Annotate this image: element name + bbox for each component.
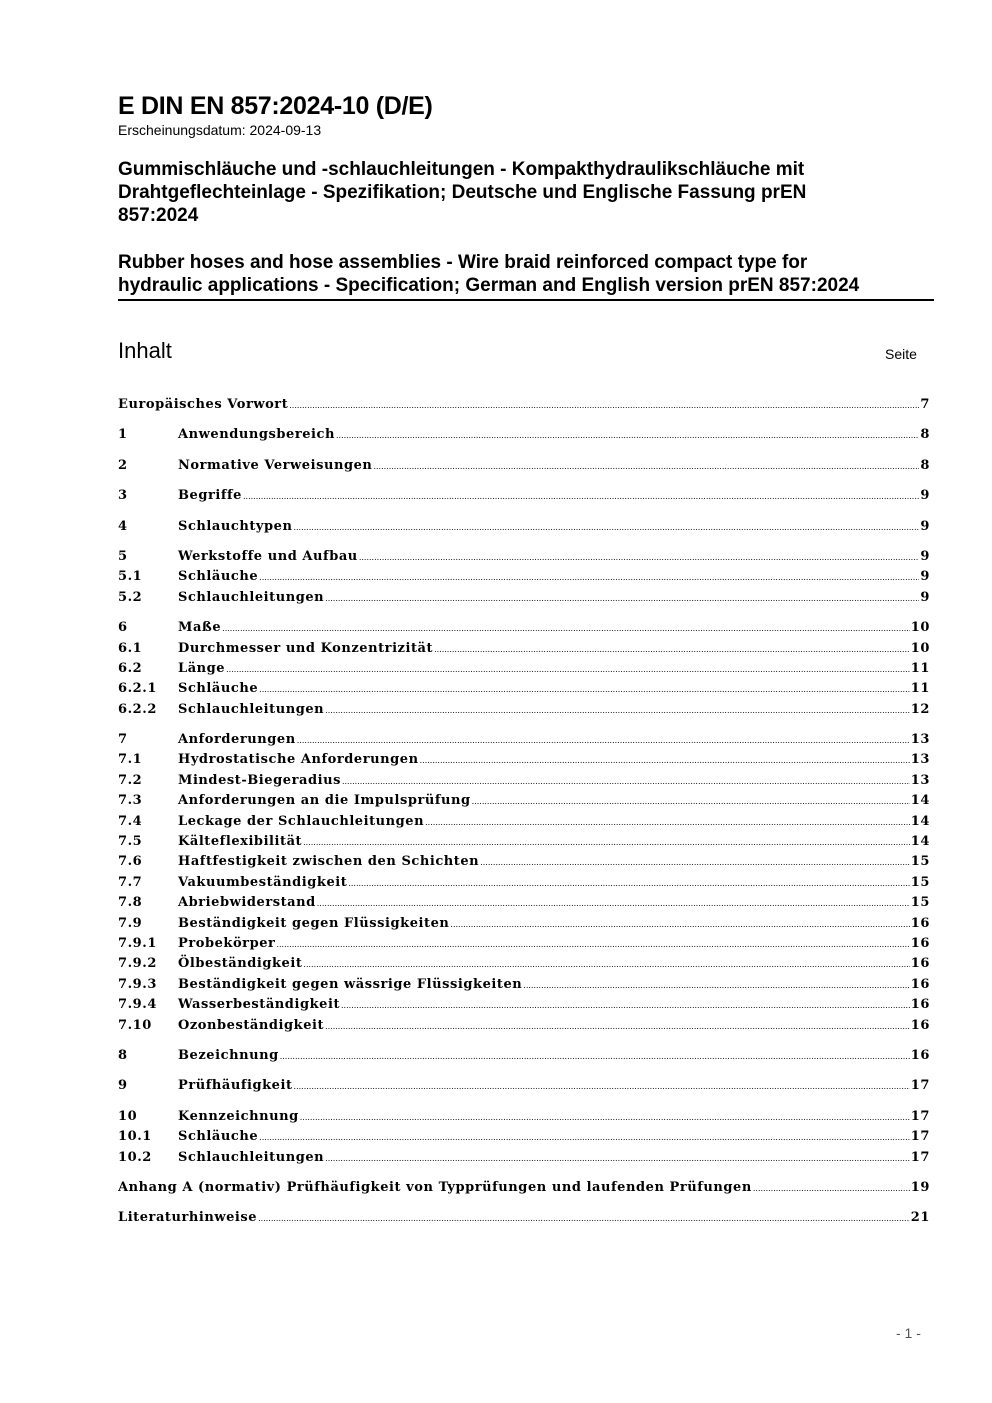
toc-entry-number: 3 [118, 488, 128, 504]
toc-entry-page: 14 [910, 793, 930, 809]
toc-entry[interactable] [118, 1127, 930, 1147]
toc-dot-leader [293, 518, 919, 537]
toc-entry-page: 16 [910, 956, 930, 972]
toc-entry-page: 15 [910, 854, 930, 870]
toc-entry-page: 12 [910, 701, 930, 717]
toc-entry-label: Kennzeichnung [178, 1108, 299, 1124]
toc-entry-label: Maße [178, 620, 222, 636]
toc-dot-leader [303, 833, 910, 852]
toc-entry-number: 2 [118, 457, 128, 473]
table-of-contents [118, 395, 930, 1229]
toc-entry[interactable] [118, 425, 930, 445]
toc-entry-label: Schlauchleitungen [178, 589, 325, 605]
title-german-line: Gummischläuche und -schlauchleitungen - Kompakthydraulikschläuche mit [118, 159, 805, 180]
toc-dot-leader [472, 792, 910, 811]
toc-dot-leader [317, 894, 910, 913]
toc-entry-number: 10.1 [118, 1129, 152, 1145]
toc-entry-number: 7.6 [118, 854, 143, 870]
toc-entry[interactable] [118, 659, 930, 679]
toc-entry-number: 7.7 [118, 874, 143, 890]
toc-entry-page: 17 [910, 1108, 930, 1124]
page-number: - 1 - [896, 1325, 921, 1341]
toc-entry-page: 14 [910, 834, 930, 850]
toc-dot-leader [259, 568, 919, 587]
toc-entry-label: Bezeichnung [178, 1047, 279, 1063]
toc-entry-page: 10 [910, 620, 930, 636]
toc-entry-number: 7.10 [118, 1017, 152, 1033]
toc-entry-number: 6.2.1 [118, 681, 157, 697]
toc-entry-label: Haftfestigkeit zwischen den Schichten [178, 854, 480, 870]
toc-entry-page: 16 [910, 997, 930, 1013]
toc-entry-page: 13 [910, 772, 930, 788]
toc-entry[interactable] [118, 1076, 930, 1096]
toc-dot-leader [258, 1209, 910, 1228]
toc-entry[interactable] [118, 791, 930, 811]
toc-entry-number: 4 [118, 518, 128, 534]
toc-dot-leader [373, 457, 919, 476]
toc-entry-label: Anforderungen [178, 732, 296, 748]
toc-dot-leader [420, 751, 910, 770]
toc-dot-leader [325, 701, 910, 720]
toc-dot-leader [434, 640, 910, 659]
toc-dot-leader [300, 1108, 910, 1127]
toc-dot-leader [753, 1179, 910, 1198]
toc-entry-label: Beständigkeit gegen wässrige Flüssigkeiten [178, 976, 523, 992]
title-english [118, 251, 934, 297]
toc-entry-page: 17 [910, 1078, 930, 1094]
toc-entry-number: 7.9.3 [118, 976, 157, 992]
toc-entry-page: 13 [910, 732, 930, 748]
toc-entry[interactable] [118, 914, 930, 934]
toc-dot-leader [289, 396, 919, 415]
toc-dot-leader [325, 1149, 910, 1168]
toc-entry-number: 6.2.2 [118, 701, 157, 717]
toc-entry-label: Anwendungsbereich [178, 427, 335, 443]
publication-date: Erscheinungsdatum: 2024-09-13 [118, 122, 322, 138]
toc-dot-leader [523, 976, 910, 995]
title-english-block [118, 251, 934, 301]
toc-entry-label: Europäisches Vorwort [118, 397, 289, 412]
toc-entry-number: 6.2 [118, 660, 143, 676]
toc-entry-page: 9 [920, 488, 930, 504]
toc-dot-leader [341, 996, 910, 1015]
document-id: E DIN EN 857:2024-10 (D/E) [118, 92, 433, 120]
toc-entry-label: Hydrostatische Anforderungen [178, 752, 419, 768]
toc-entry-label: Literaturhinweise [118, 1210, 258, 1226]
toc-entry-number: 6.1 [118, 640, 143, 656]
toc-entry-page: 15 [910, 895, 930, 911]
toc-entry-number: 7.3 [118, 793, 143, 809]
toc-entry[interactable] [118, 975, 930, 995]
toc-dot-leader [259, 680, 910, 699]
toc-entry[interactable] [118, 456, 930, 476]
toc-entry-label: Durchmesser und Konzentrizität [178, 640, 434, 656]
toc-entry-label: Schlauchleitungen [178, 701, 325, 717]
toc-entry[interactable] [118, 700, 930, 720]
toc-dot-leader [450, 915, 909, 934]
toc-entry-page: 10 [910, 640, 930, 656]
toc-entry[interactable] [118, 679, 930, 699]
toc-entry-number: 7.9 [118, 915, 143, 931]
toc-entry[interactable] [118, 1107, 930, 1127]
toc-dot-leader [348, 874, 909, 893]
toc-entry-label: Schläuche [178, 1129, 259, 1145]
toc-entry[interactable] [118, 873, 930, 893]
toc-entry-number: 9 [118, 1078, 128, 1094]
toc-entry-page: 7 [920, 397, 930, 412]
toc-entry-number: 7 [118, 732, 128, 748]
toc-entry[interactable] [118, 730, 930, 750]
toc-entry-label: Länge [178, 660, 226, 676]
toc-entry-label: Werkstoffe und Aufbau [178, 548, 358, 564]
toc-entry-number: 7.4 [118, 813, 143, 829]
toc-entry-number: 10.2 [118, 1149, 152, 1165]
toc-dot-leader [280, 1047, 910, 1066]
toc-dot-leader [243, 487, 919, 506]
toc-entry-number: 8 [118, 1047, 128, 1063]
toc-entry-label: Probekörper [178, 935, 276, 951]
toc-entry-label: Prüfhäufigkeit [178, 1078, 293, 1094]
title-german [118, 158, 908, 227]
toc-entry-page: 9 [920, 569, 930, 585]
toc-entry-page: 9 [920, 548, 930, 564]
toc-entry-page: 8 [920, 427, 930, 443]
toc-entry[interactable] [118, 771, 930, 791]
toc-dot-leader [222, 619, 910, 638]
toc-entry-page: 11 [910, 660, 930, 676]
toc-entry-page: 16 [910, 1017, 930, 1033]
toc-entry-number: 7.8 [118, 895, 143, 911]
toc-entry[interactable] [118, 832, 930, 852]
toc-entry[interactable] [118, 893, 930, 913]
toc-entry-page: 17 [910, 1149, 930, 1165]
toc-entry[interactable] [118, 618, 930, 638]
toc-dot-leader [226, 660, 910, 679]
toc-entry-page: 21 [910, 1210, 930, 1226]
toc-dot-leader [294, 1077, 910, 1096]
toc-heading: Inhalt [118, 338, 172, 363]
toc-entry-label: Schlauchtypen [178, 518, 293, 534]
toc-entry-page: 17 [910, 1129, 930, 1145]
toc-entry[interactable] [118, 1178, 930, 1198]
toc-entry[interactable] [118, 639, 930, 659]
toc-entry-label: Normative Verweisungen [178, 457, 373, 473]
toc-dot-leader [325, 1017, 910, 1036]
toc-entry[interactable] [118, 995, 930, 1015]
title-german-line: 857:2024 [118, 205, 199, 226]
toc-entry[interactable] [118, 567, 930, 587]
toc-entry-number: 7.1 [118, 752, 143, 768]
toc-dot-leader [342, 772, 910, 791]
toc-entry-page: 16 [910, 1047, 930, 1063]
toc-entry[interactable] [118, 750, 930, 770]
toc-entry[interactable] [118, 1148, 930, 1168]
toc-dot-leader [297, 731, 910, 750]
title-english-line: hydraulic applications - Specification; German and English version prEN 857:2024 [118, 275, 860, 296]
toc-entry[interactable] [118, 1208, 930, 1228]
toc-page-column-label: Seite [885, 346, 917, 362]
title-german-line: Drahtgeflechteinlage - Spezifikation; Deutsche und Englische Fassung prEN [118, 182, 807, 203]
toc-entry-label: Ozonbeständigkeit [178, 1017, 325, 1033]
toc-entry-label: Schlauchleitungen [178, 1149, 325, 1165]
toc-entry-page: 13 [910, 752, 930, 768]
title-english-line: Rubber hoses and hose assemblies - Wire braid reinforced compact type for [118, 252, 808, 273]
toc-entry[interactable] [118, 812, 930, 832]
toc-entry-page: 16 [910, 976, 930, 992]
toc-entry-number: 7.9.1 [118, 935, 157, 951]
toc-entry-label: Begriffe [178, 488, 242, 504]
toc-entry-label: Kälteflexibilität [178, 834, 303, 850]
toc-entry-number: 10 [118, 1108, 138, 1124]
toc-entry[interactable] [118, 1016, 930, 1036]
toc-dot-leader [276, 935, 909, 954]
toc-entry-number: 7.5 [118, 834, 143, 850]
toc-dot-leader [259, 1128, 910, 1147]
toc-entry-page: 19 [910, 1179, 930, 1195]
toc-entry-page: 14 [910, 813, 930, 829]
toc-entry-page: 8 [920, 457, 930, 473]
toc-entry-page: 9 [920, 518, 930, 534]
toc-entry[interactable] [118, 852, 930, 872]
toc-dot-leader [303, 955, 909, 974]
toc-entry-number: 6 [118, 620, 128, 636]
toc-entry-label: Wasserbeständigkeit [178, 997, 341, 1013]
toc-dot-leader [336, 426, 919, 445]
toc-entry-page: 9 [920, 589, 930, 605]
toc-dot-leader [325, 589, 919, 608]
toc-entry[interactable] [118, 1046, 930, 1066]
toc-entry[interactable] [118, 588, 930, 608]
toc-entry-label: Abriebwiderstand [178, 895, 316, 911]
toc-entry-number: 7.9.4 [118, 997, 157, 1013]
toc-entry-label: Ölbeständigkeit [178, 956, 303, 972]
toc-entry-number: 5.2 [118, 589, 143, 605]
toc-entry[interactable] [118, 395, 930, 415]
toc-dot-leader [425, 813, 910, 832]
toc-entry-label: Vakuumbeständigkeit [178, 874, 348, 890]
toc-entry-number: 1 [118, 427, 128, 443]
toc-entry-label: Beständigkeit gegen Flüssigkeiten [178, 915, 450, 931]
toc-dot-leader [480, 853, 910, 872]
toc-entry[interactable] [118, 547, 930, 567]
toc-entry-label: Mindest-Biegeradius [178, 772, 341, 788]
toc-entry-number: 5 [118, 548, 128, 564]
toc-entry-page: 16 [910, 915, 930, 931]
toc-entry-label: Anforderungen an die Impulsprüfung [178, 793, 471, 809]
toc-entry-page: 15 [910, 874, 930, 890]
toc-entry[interactable] [118, 934, 930, 954]
toc-entry-label: Leckage der Schlauchleitungen [178, 813, 425, 829]
toc-entry[interactable] [118, 486, 930, 506]
toc-dot-leader [359, 548, 920, 567]
toc-entry-page: 16 [910, 935, 930, 951]
toc-entry-label: Schläuche [178, 681, 259, 697]
toc-entry-number: 7.2 [118, 772, 143, 788]
toc-entry-page: 11 [910, 681, 930, 697]
toc-entry-label: Anhang A (normativ) Prüfhäufigkeit von Typprüfungen und laufenden Prüfungen [118, 1179, 752, 1195]
toc-entry-number: 7.9.2 [118, 956, 157, 972]
toc-entry-number: 5.1 [118, 569, 143, 585]
toc-entry-label: Schläuche [178, 569, 259, 585]
toc-entry[interactable] [118, 517, 930, 537]
toc-entry[interactable] [118, 954, 930, 974]
